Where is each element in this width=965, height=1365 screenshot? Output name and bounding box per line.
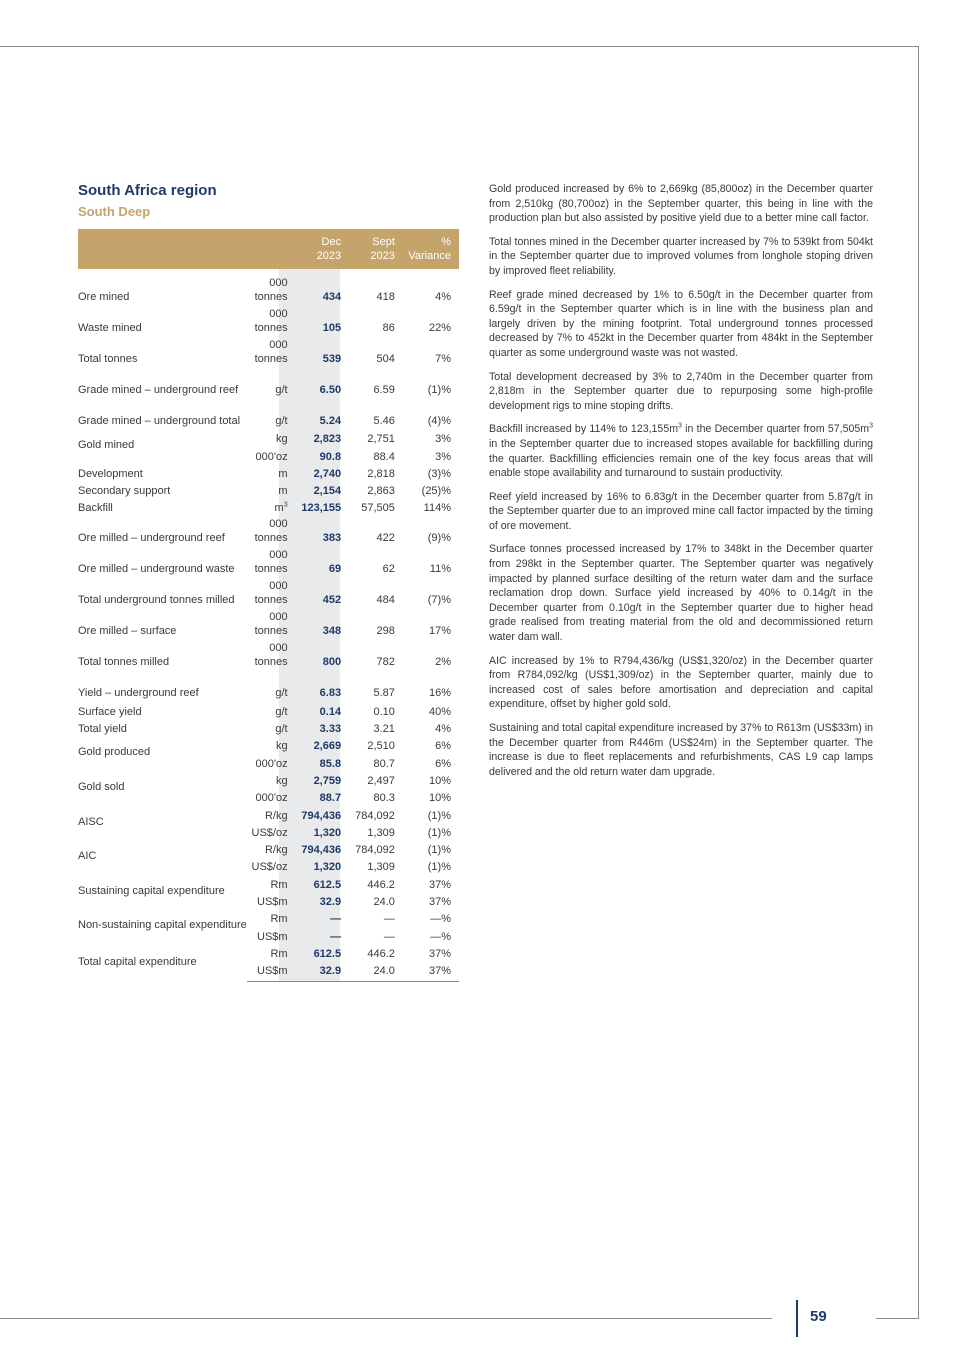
row-unit: $m^3$ (274, 501, 288, 515)
row-sept-2023: — (383, 930, 395, 943)
row-dec-2023: 1,320 (313, 861, 342, 874)
row-variance: (1)% (427, 861, 451, 874)
row-sept-2023: — (383, 913, 395, 926)
row-unit: US$/oz (251, 826, 288, 839)
row-unit: US$m (257, 896, 288, 909)
row-dec-2023: — (330, 930, 342, 943)
table-row (78, 335, 459, 366)
row-unit: Rm (270, 947, 288, 960)
row-sept-2023: 80.3 (373, 792, 395, 805)
row-unit: R/kg (264, 844, 288, 857)
table-row (78, 576, 459, 607)
row-label: Backfill (78, 502, 113, 515)
row-label: Gold sold (78, 780, 125, 793)
row-dec-2023: 794,436 (301, 844, 342, 857)
row-variance: (3)% (427, 467, 451, 480)
row-sept-2023: 3.21 (373, 723, 395, 736)
row-variance: 6% (435, 740, 451, 753)
row-dec-2023: 2,759 (313, 774, 342, 787)
row-label: AIC (78, 850, 97, 863)
row-unit: 000 tonnes (254, 518, 288, 545)
row-variance: 37% (428, 947, 451, 960)
row-label: Ore milled – underground reef (78, 532, 225, 545)
row-dec-2023: 0.14 (319, 705, 342, 718)
row-unit: m (278, 467, 288, 480)
page-number: 59 (810, 1308, 827, 1325)
table-row (78, 497, 459, 514)
table-row (78, 718, 459, 735)
commentary-paragraph: Sustaining and total capital expenditure increased by 37% to R613m (US$33m) in the December quarter from R446m (US$24m) in the September quarter. The increase is due to fleet replacements and refurbishments, CAS L9 cap lamps delivered and the old return water dam upgrade. (489, 722, 873, 778)
row-variance: 4% (435, 723, 451, 736)
row-variance: (1)% (427, 844, 451, 857)
row-dec-2023: 612.5 (313, 947, 342, 960)
row-variance: 7% (435, 353, 451, 365)
row-unit: kg (275, 433, 288, 446)
row-sept-2023: 80.7 (373, 757, 395, 770)
table-row (78, 428, 459, 445)
row-sept-2023: 1,309 (367, 861, 395, 874)
table-row (78, 908, 459, 925)
table-row (78, 873, 459, 890)
row-variance: (1)% (427, 384, 451, 396)
row-variance: 10% (428, 792, 451, 805)
table-row (78, 669, 459, 700)
row-label: Ore milled – surface (78, 625, 177, 638)
row-dec-2023: 69 (328, 563, 342, 576)
row-sept-2023: 782 (376, 656, 395, 669)
row-variance: 2% (435, 656, 451, 669)
row-label: Secondary support (78, 485, 171, 498)
row-unit: 000'oz (255, 450, 288, 463)
row-variance: 4% (435, 291, 451, 303)
row-unit: g/t (275, 705, 288, 718)
table-row (78, 943, 459, 960)
row-sept-2023: 88.4 (373, 450, 395, 463)
row-sept-2023: 2,863 (367, 485, 395, 498)
row-label: Ore mined (78, 291, 130, 303)
row-variance: 37% (428, 878, 451, 891)
row-variance: 40% (428, 705, 451, 718)
table-row (78, 638, 459, 669)
commentary-paragraph: AIC increased by 1% to R794,436/kg (US$1,320/oz) in the December quarter from R784,092/kg (US$1,309/oz) in the September quarter, mainly due to increased cost of sales before amortisation and depreciation and capital expenditure, offset by higher gold sold. (489, 654, 873, 711)
row-label: Total tonnes milled (78, 656, 170, 669)
row-variance: —% (430, 913, 451, 926)
table-body (78, 269, 459, 982)
page-frame-bottom (0, 1318, 772, 1319)
row-dec-2023: 6.83 (319, 687, 342, 700)
row-sept-2023: 24.0 (373, 896, 395, 909)
row-variance: 10% (428, 774, 451, 787)
row-unit: m (278, 485, 288, 498)
row-sept-2023: 0.10 (373, 705, 395, 718)
row-unit: 000 tonnes (254, 611, 288, 638)
table-row (78, 607, 459, 638)
row-variance: 114% (423, 502, 451, 515)
header-variance: % Variance (408, 236, 451, 262)
header-unit (247, 229, 296, 269)
row-variance: (1)% (427, 809, 451, 822)
row-unit: US$/oz (251, 861, 288, 874)
row-dec-2023: 90.8 (319, 450, 342, 463)
row-unit: 000 tonnes (254, 549, 288, 576)
row-dec-2023: 794,436 (301, 809, 342, 822)
row-sept-2023: 504 (376, 353, 395, 365)
row-label: Gold mined (78, 439, 135, 452)
row-label: AISC (78, 815, 104, 828)
row-sept-2023: 2,497 (367, 774, 395, 787)
table-row (78, 463, 459, 480)
row-unit: Rm (270, 913, 288, 926)
row-sept-2023: 2,510 (367, 740, 395, 753)
row-dec-2023: 85.8 (319, 757, 342, 770)
page-frame-bottom-right (876, 1318, 919, 1319)
row-variance: 11% (429, 563, 451, 576)
commentary-paragraph: Reef yield increased by 16% to 6.83g/t in the December quarter from 5.87g/t in the September quarter due to an improved mine call factor impacted by the timing of ore movement. (489, 490, 873, 532)
page-frame-right (918, 46, 919, 1319)
row-sept-2023: 784,092 (355, 844, 395, 857)
table-row (78, 304, 459, 335)
table-row (78, 735, 459, 752)
row-dec-2023: 2,154 (313, 485, 342, 498)
row-sept-2023: 24.0 (349, 960, 403, 982)
row-dec-2023: 2,669 (313, 740, 342, 753)
row-sept-2023: 784,092 (355, 809, 395, 822)
row-dec-2023: 2,823 (313, 433, 342, 446)
row-dec-2023: — (330, 913, 342, 926)
table-row (78, 480, 459, 497)
row-variance: (7)% (427, 594, 451, 607)
row-dec-2023: 539 (322, 353, 342, 365)
row-dec-2023: 800 (322, 656, 342, 669)
row-unit: g/t (275, 723, 288, 736)
row-dec-2023: 3.33 (319, 723, 342, 736)
row-dec-2023: 1,320 (313, 826, 342, 839)
row-variance: (1)% (427, 826, 451, 839)
row-unit: 000 tonnes (254, 339, 288, 365)
row-unit: 000 tonnes (254, 580, 288, 607)
row-variance: (4)% (427, 415, 451, 427)
row-unit: 000 tonnes (254, 642, 288, 669)
row-label: Grade mined – underground total (78, 415, 241, 427)
row-sept-2023: 2,751 (367, 433, 395, 446)
row-unit: 000'oz (255, 792, 288, 805)
row-unit: g/t (275, 687, 288, 700)
table-header-row (78, 229, 459, 269)
row-dec-2023: 6.50 (319, 384, 342, 396)
row-sept-2023: 6.59 (373, 384, 395, 396)
row-dec-2023: 383 (322, 532, 342, 545)
row-variance: 37% (428, 896, 451, 909)
commentary-paragraph: Gold produced increased by 6% to 2,669kg (85,800oz) in the December quarter from 2,510kg (80,700oz) in the September quarter, this being in line with the production plan but also assisted by positive yield due to a better mine call factor. (489, 183, 873, 225)
row-sept-2023: 62 (382, 563, 395, 576)
row-unit: g/t (275, 415, 288, 427)
table-row (78, 804, 459, 821)
table-row (78, 366, 459, 397)
row-dec-2023: 123,155 (301, 502, 342, 515)
commentary-column (489, 182, 873, 788)
row-sept-2023: 446.2 (367, 947, 395, 960)
row-sept-2023: 1,309 (367, 826, 395, 839)
row-sept-2023: 2,818 (367, 467, 395, 480)
page-number-divider (796, 1300, 798, 1337)
row-dec-2023: 5.24 (319, 415, 342, 427)
row-sept-2023: 5.46 (373, 415, 395, 427)
row-unit: Rm (270, 878, 288, 891)
region-subtitle: South Deep (78, 204, 151, 219)
commentary-paragraph: Reef grade mined decreased by 1% to 6.50g/t in the December quarter from 6.59g/t in the September quarter which is in line with the business plan and largely driven by the mining footprint. Total underground tonnes processed decreased by 7% to 452kt in the December quarter from 484kt in the September quarter as some underground waste was not wasted. (489, 288, 873, 359)
row-unit: g/t (275, 384, 288, 396)
row-dec-2023: 434 (322, 291, 342, 303)
row-unit: 000'oz (255, 757, 288, 770)
row-unit: 000 tonnes (254, 308, 288, 334)
row-variance: (9)% (427, 532, 451, 545)
row-label: Non-sustaining capital expenditure (78, 919, 247, 932)
table-row (78, 700, 459, 717)
table-row (78, 839, 459, 856)
row-label: Sustaining capital expenditure (78, 884, 225, 897)
row-label: Total tonnes (78, 353, 138, 365)
row-sept-2023: 298 (376, 625, 395, 638)
row-variance: —% (430, 930, 451, 943)
row-label: Surface yield (78, 705, 142, 718)
table-row (78, 269, 459, 304)
row-sept-2023: 422 (376, 532, 395, 545)
row-unit: kg (275, 740, 288, 753)
commentary-paragraph: Backfill increased by 114% to $123,155m^3$ in the December quarter from $57,505m^3$ in the September quarter due to increased stopes available for backfilling during the quarter. Backfilling efficiencies remain one of the key focus areas that will enable stope availability and turnaround to sustain productivity. (489, 422, 873, 480)
row-dec-2023: 32.9 (296, 960, 350, 982)
table-row (78, 770, 459, 787)
row-dec-2023: 88.7 (319, 792, 342, 805)
row-variance: 22% (428, 322, 451, 334)
row-variance: 37% (403, 960, 459, 982)
row-label: Total underground tonnes milled (78, 594, 235, 607)
row-sept-2023: 86 (382, 322, 395, 334)
row-unit: R/kg (264, 809, 288, 822)
header-dec-2023: Dec 2023 (316, 236, 342, 262)
header-label (78, 229, 247, 269)
row-variance: 6% (435, 757, 451, 770)
row-unit: US$m (257, 930, 288, 943)
row-unit: US$m (247, 960, 296, 982)
row-sept-2023: 57,505 (361, 502, 395, 515)
row-unit: kg (275, 774, 288, 787)
row-dec-2023: 2,740 (313, 467, 342, 480)
operations-table (78, 229, 459, 982)
row-dec-2023: 612.5 (313, 878, 342, 891)
row-variance: (25)% (421, 485, 451, 498)
row-sept-2023: 484 (376, 594, 395, 607)
commentary-paragraph: Total development decreased by 3% to 2,740m in the December quarter from 2,818m in the September quarter due to repurposing some high-profile development rigs to mine stoping drifts. (489, 370, 873, 412)
table-row (78, 545, 459, 576)
row-variance: 17% (428, 625, 451, 638)
operations-table-container (78, 229, 459, 982)
header-sept-2023: Sept 2023 (370, 236, 395, 262)
row-sept-2023: 5.87 (373, 687, 395, 700)
commentary-paragraph: Total tonnes mined in the December quarter increased by 7% to 539kt from 504kt in the September quarter due to improved volumes from longhole stoping driven by improved fleet reliability. (489, 235, 873, 277)
row-label: Gold produced (78, 746, 151, 759)
row-label: Waste mined (78, 322, 142, 334)
row-sept-2023: 418 (376, 291, 395, 303)
row-label: Grade mined – underground reef (78, 384, 239, 396)
row-dec-2023: 32.9 (319, 896, 342, 909)
row-label: Yield – underground reef (78, 687, 199, 700)
page-frame-top (0, 46, 919, 47)
row-variance: 16% (428, 687, 451, 700)
commentary-paragraph: Surface tonnes processed increased by 17% to 348kt in the December quarter from 298kt in the September quarter. The September quarter was negatively impacted by planned surface desilting of the return water dam and the surface reclamation drop down. Surface yield increased by 40% to 0.14g/t in the December quarter from 0.10g/t in the September quarter due to higher head grade realised from treating material from the old and decommissioned return water dam wall. (489, 543, 873, 644)
row-label: Ore milled – underground waste (78, 563, 235, 576)
row-label: Total yield (78, 723, 127, 736)
row-label: Total capital expenditure (78, 956, 197, 969)
row-dec-2023: 348 (322, 625, 342, 638)
row-label: Development (78, 467, 143, 480)
table-row (78, 397, 459, 428)
row-dec-2023: 452 (322, 594, 342, 607)
table-row (78, 514, 459, 545)
row-unit: 000 tonnes (254, 277, 288, 303)
row-dec-2023: 105 (322, 322, 342, 334)
row-variance: 3% (435, 450, 451, 463)
row-variance: 3% (435, 433, 451, 446)
row-sept-2023: 446.2 (367, 878, 395, 891)
region-title: South Africa region (78, 182, 217, 199)
